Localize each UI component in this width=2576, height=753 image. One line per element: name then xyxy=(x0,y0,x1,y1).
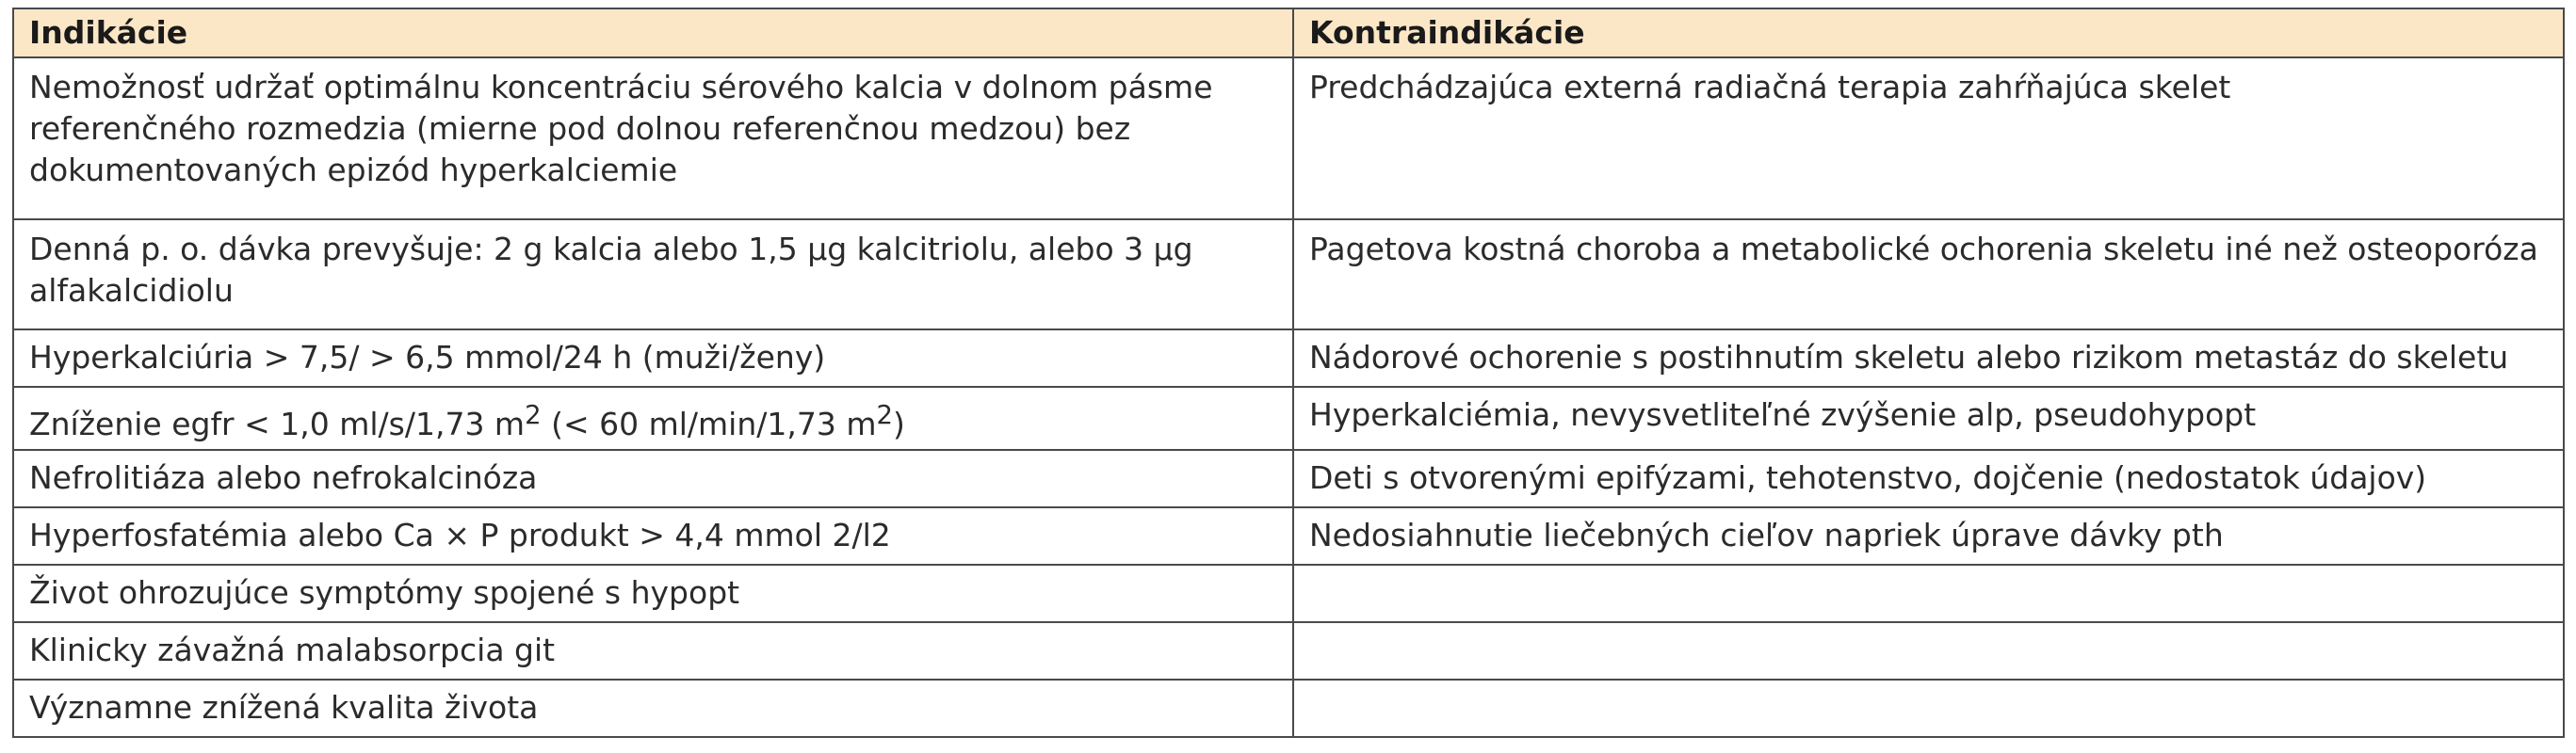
table-row xyxy=(13,450,2564,507)
table-row xyxy=(13,219,2564,329)
indication-text: Zníženie egfr < 1,0 ml/s/1,73 m xyxy=(29,406,526,442)
indication-cell: Nemožnosť udržať optimálnu koncentráciu sérového kalcia v dolnom pásme referenčného rozmedzia (mierne pod dolnou referenčnou medzou) bez dokumentovaných epizód hyperkalciemie xyxy=(13,57,1293,219)
header-contraindications: Kontraindikácie xyxy=(1293,8,2564,57)
indication-cell xyxy=(13,387,1293,450)
indication-cell: Hyperkalciúria > 7,5/ > 6,5 mmol/24 h (muži/ženy) xyxy=(13,329,1293,387)
indication-cell: Klinicky závažná malabsorpcia git xyxy=(13,622,1293,680)
table-header xyxy=(13,8,2564,57)
indication-text: ) xyxy=(892,406,905,442)
superscript: 2 xyxy=(876,400,893,430)
table-body xyxy=(13,57,2564,737)
table-row xyxy=(13,622,2564,680)
table-row xyxy=(13,507,2564,565)
header-indications: Indikácie xyxy=(13,8,1293,57)
indication-cell: Hyperfosfatémia alebo Ca × P produkt > 4,4 mmol 2/l2 xyxy=(13,507,1293,565)
contraindication-cell: Hyperkalciémia, nevysvetliteľné zvýšenie alp, pseudohypopt xyxy=(1293,387,2564,450)
table-row xyxy=(13,57,2564,219)
indication-cell: Denná p. o. dávka prevyšuje: 2 g kalcia alebo 1,5 μg kalcitriolu, alebo 3 μg alfakalcidiolu xyxy=(13,219,1293,329)
contraindication-cell xyxy=(1293,680,2564,737)
contraindication-cell: Deti s otvorenými epifýzami, tehotenstvo, dojčenie (nedostatok údajov) xyxy=(1293,450,2564,507)
contraindication-cell: Pagetova kostná choroba a metabolické ochorenia skeletu iné než osteoporóza xyxy=(1293,219,2564,329)
indications-table-container xyxy=(12,8,2563,738)
contraindication-cell xyxy=(1293,622,2564,680)
indications-table xyxy=(12,8,2565,738)
header-row xyxy=(13,8,2564,57)
superscript: 2 xyxy=(525,400,542,430)
table-row xyxy=(13,680,2564,737)
contraindication-cell: Nedosiahnutie liečebných cieľov napriek úprave dávky pth xyxy=(1293,507,2564,565)
contraindication-cell: Nádorové ochorenie s postihnutím skeletu alebo rizikom metastáz do skeletu xyxy=(1293,329,2564,387)
contraindication-cell: Predchádzajúca externá radiačná terapia zahŕňajúca skelet xyxy=(1293,57,2564,219)
indication-cell: Život ohrozujúce symptómy spojené s hypopt xyxy=(13,565,1293,622)
indication-cell: Nefrolitiáza alebo nefrokalcinóza xyxy=(13,450,1293,507)
contraindication-cell xyxy=(1293,565,2564,622)
table-row xyxy=(13,329,2564,387)
indication-text: (< 60 ml/min/1,73 m xyxy=(541,406,877,442)
indication-cell: Významne znížená kvalita života xyxy=(13,680,1293,737)
table-row xyxy=(13,387,2564,450)
table-row xyxy=(13,565,2564,622)
